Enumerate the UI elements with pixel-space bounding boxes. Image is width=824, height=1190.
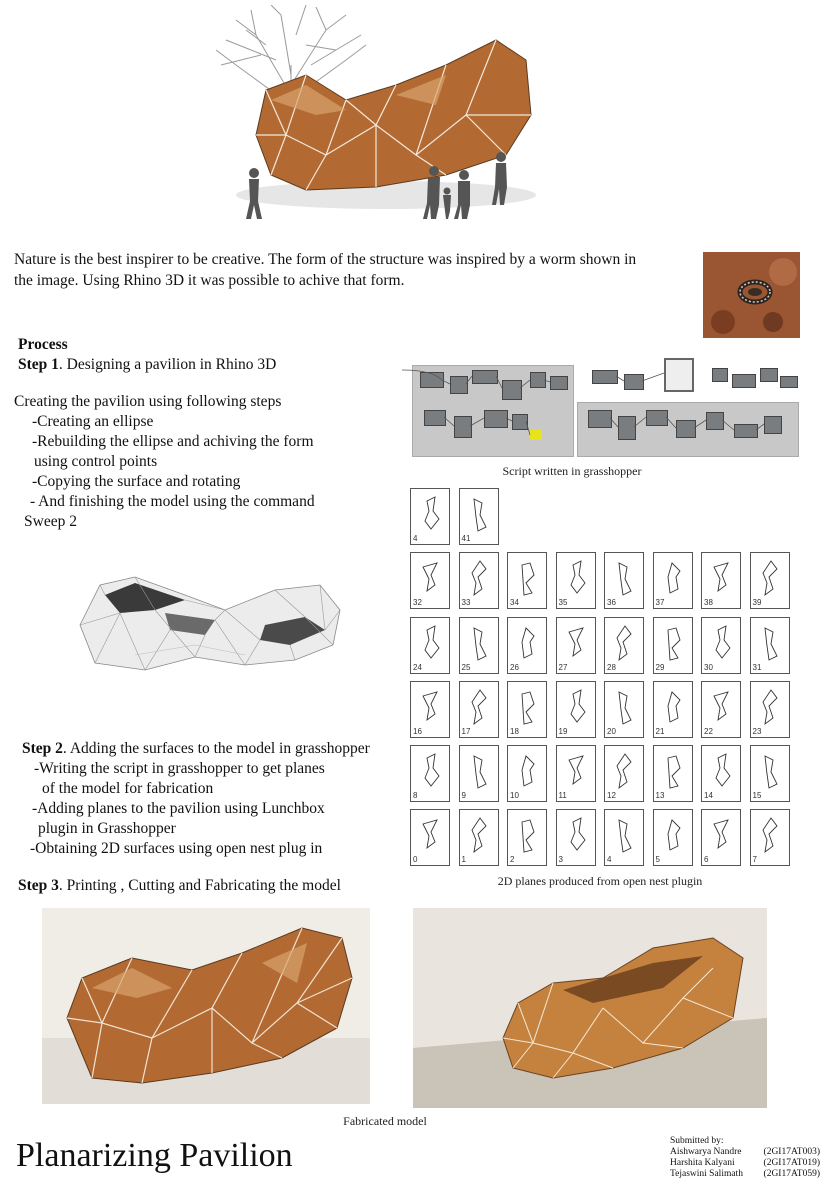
plane-number: 1 <box>461 855 466 864</box>
plane-number: 33 <box>461 598 471 607</box>
plane-shape <box>619 692 631 724</box>
plane-number: 8 <box>413 791 418 800</box>
plane-shape <box>474 628 486 660</box>
creating-intro: Creating the pavilion using following steps <box>14 393 282 410</box>
plane-shape <box>714 563 728 591</box>
plane-shape <box>423 820 437 848</box>
plane-tile <box>459 809 499 866</box>
plane-shape <box>522 628 534 658</box>
step3-text: . Printing , Cutting and Fabricating the model <box>58 877 341 894</box>
intro-line-1: Nature is the best inspirer to be creative. The form of the structure was inspired by a worm shown in <box>14 251 637 268</box>
bullet-2: -Rebuilding the ellipse and achiving the form <box>32 433 314 450</box>
plane-number: 4 <box>607 855 612 864</box>
plane-tile <box>604 552 644 609</box>
credit-name: Harshita Kalyani <box>670 1158 735 1168</box>
step1-line <box>18 355 276 375</box>
step3-line <box>18 876 341 896</box>
plane-tile <box>604 617 644 674</box>
grasshopper-script-image <box>402 350 802 460</box>
plane-tile <box>556 809 596 866</box>
plane-tile <box>507 681 547 738</box>
step1-label: Step 1 <box>18 356 59 373</box>
plane-number: 11 <box>558 791 567 800</box>
plane-number: 15 <box>752 791 762 800</box>
caption-fabricated: Fabricated model <box>343 1114 427 1128</box>
plane-shape <box>425 754 439 786</box>
plane-number: 19 <box>558 727 568 736</box>
plane-number: 26 <box>510 663 519 672</box>
credit-id: (2GI17AT019) <box>763 1158 820 1168</box>
plane-tile <box>701 681 741 738</box>
plane-shape <box>425 626 439 658</box>
plane-tile <box>604 681 644 738</box>
plane-shape <box>668 756 680 788</box>
plane-tile <box>507 617 547 674</box>
plane-shape <box>765 756 777 788</box>
credit-name: Tejaswini Salimath <box>670 1169 743 1179</box>
plane-number: 41 <box>461 534 471 543</box>
credit-id: (2GI17AT003) <box>763 1147 820 1157</box>
plane-number: 28 <box>607 663 616 672</box>
rhino-model-render <box>75 565 345 680</box>
plane-shape <box>522 563 534 595</box>
credit-row-2 <box>670 1158 820 1169</box>
page-title: Planarizing Pavilion <box>16 1137 293 1174</box>
step1-text: . Designing a pavilion in Rhino 3D <box>58 356 277 373</box>
plane-shape <box>716 754 730 786</box>
plane-number: 35 <box>558 598 568 607</box>
plane-shape <box>571 690 585 722</box>
plane-tile <box>653 809 693 866</box>
plane-number: 14 <box>704 791 713 800</box>
plane-number: 10 <box>510 791 519 800</box>
plane-shape <box>716 626 730 658</box>
plane-tile <box>701 617 741 674</box>
step2-bullet-2: -Adding planes to the pavilion using Lunchbox <box>32 800 325 817</box>
plane-shape <box>763 561 777 595</box>
plane-shape <box>474 756 486 788</box>
step2-bullet-1: -Writing the script in grasshopper to get planes <box>34 760 325 777</box>
step2-bullet-3: -Obtaining 2D surfaces using open nest plug in <box>30 840 323 857</box>
plane-number: 16 <box>413 727 422 736</box>
bullet-4-cont: Sweep 2 <box>24 513 77 530</box>
plane-shape <box>619 820 631 852</box>
plane-tile <box>507 745 547 802</box>
plane-number: 37 <box>655 598 665 607</box>
bullet-2-cont: using control points <box>34 453 158 470</box>
plane-number: 30 <box>704 663 713 672</box>
plane-number: 20 <box>607 727 616 736</box>
plane-tile <box>410 681 450 738</box>
plane-shape <box>668 628 680 660</box>
plane-number: 27 <box>558 663 568 672</box>
hero-render-image <box>196 5 571 227</box>
plane-tile <box>750 745 790 802</box>
plane-number: 38 <box>704 598 713 607</box>
plane-tile <box>750 617 790 674</box>
plane-shape <box>763 690 777 724</box>
plane-shape <box>472 690 486 724</box>
plane-tile <box>653 617 693 674</box>
plane-tile <box>604 809 644 866</box>
credit-row-3 <box>670 1169 820 1180</box>
plane-tile <box>701 745 741 802</box>
bullet-3: -Copying the surface and rotating <box>32 473 241 490</box>
planes-grid <box>400 480 810 870</box>
plane-number: 9 <box>461 791 466 800</box>
plane-number: 39 <box>752 598 762 607</box>
bullet-1: -Creating an ellipse <box>32 413 154 430</box>
plane-shape <box>425 497 439 529</box>
plane-tile <box>507 809 547 866</box>
credit-id: (2GI17AT059) <box>763 1169 820 1179</box>
submitted-label: Submitted by: <box>670 1136 724 1146</box>
plane-tile <box>604 745 644 802</box>
plane-tile <box>410 617 450 674</box>
plane-tile <box>410 552 450 609</box>
plane-shape <box>472 561 486 595</box>
plane-tile <box>750 552 790 609</box>
plane-tile <box>459 552 499 609</box>
plane-shape <box>522 820 534 852</box>
plane-tile <box>556 552 596 609</box>
process-heading: Process <box>18 336 68 353</box>
plane-number: 18 <box>510 727 519 736</box>
plane-number: 34 <box>510 598 519 607</box>
plane-shape <box>522 756 534 786</box>
plane-tile <box>459 681 499 738</box>
plane-number: 6 <box>704 855 709 864</box>
plane-tile <box>701 552 741 609</box>
plane-shape <box>714 820 728 848</box>
plane-number: 25 <box>461 663 471 672</box>
credit-name: Aishwarya Nandre <box>670 1147 742 1157</box>
plane-tile <box>459 488 499 545</box>
fabricated-photo-right <box>413 908 767 1108</box>
plane-shape <box>668 563 680 593</box>
plane-tile <box>556 617 596 674</box>
submitted-block <box>670 1136 820 1180</box>
plane-number: 22 <box>704 727 713 736</box>
plane-shape <box>765 628 777 660</box>
plane-tile <box>507 552 547 609</box>
plane-number: 17 <box>461 727 471 736</box>
plane-number: 3 <box>558 855 563 864</box>
plane-shape <box>571 561 585 593</box>
plane-number: 24 <box>413 663 422 672</box>
plane-number: 5 <box>655 855 660 864</box>
caption-planes: 2D planes produced from open nest plugin <box>497 874 703 888</box>
plane-tile <box>750 809 790 866</box>
step2-text: . Adding the surfaces to the model in grasshopper <box>62 740 370 757</box>
plane-tile <box>653 681 693 738</box>
plane-tile <box>653 745 693 802</box>
plane-shape <box>617 754 631 788</box>
plane-number: 2 <box>510 855 515 864</box>
plane-number: 29 <box>655 663 665 672</box>
plane-shape <box>714 692 728 720</box>
plane-shape <box>763 818 777 852</box>
plane-number: 0 <box>413 855 418 864</box>
worm-photo <box>703 252 800 338</box>
plane-shape <box>571 818 585 850</box>
plane-tile <box>556 681 596 738</box>
plane-tile <box>750 681 790 738</box>
plane-tile <box>410 745 450 802</box>
intro-line-2: the image. Using Rhino 3D it was possible to achive that form. <box>14 272 405 289</box>
plane-number: 31 <box>752 663 762 672</box>
plane-number: 13 <box>655 791 665 800</box>
plane-shape <box>619 563 631 595</box>
plane-number: 12 <box>607 791 616 800</box>
caption-script: Script written in grasshopper <box>502 464 642 478</box>
plane-shape <box>668 820 680 850</box>
bullet-4: - And finishing the model using the command <box>30 493 315 510</box>
plane-shape <box>617 626 631 660</box>
plane-tile <box>459 745 499 802</box>
credit-row-1 <box>670 1147 820 1158</box>
plane-shape <box>472 818 486 852</box>
plane-number: 36 <box>607 598 616 607</box>
plane-shape <box>522 692 534 724</box>
step2-label: Step 2 <box>22 740 63 757</box>
plane-tile <box>410 488 450 545</box>
plane-shape <box>668 692 680 722</box>
plane-shape <box>423 692 437 720</box>
step2-bullet-1-cont: of the model for fabrication <box>42 780 214 797</box>
plane-shape <box>569 628 583 656</box>
step2-bullet-2-cont: plugin in Grasshopper <box>38 820 176 837</box>
plane-tile <box>410 809 450 866</box>
plane-tile <box>701 809 741 866</box>
plane-tile <box>459 617 499 674</box>
plane-number: 4 <box>413 534 418 543</box>
plane-tile <box>653 552 693 609</box>
plane-tile <box>556 745 596 802</box>
step2-line <box>22 739 370 759</box>
plane-shape <box>474 499 486 531</box>
plane-shape <box>423 563 437 591</box>
plane-shape <box>569 756 583 784</box>
step3-label: Step 3 <box>18 877 59 894</box>
plane-number: 7 <box>752 855 757 864</box>
plane-number: 21 <box>655 727 665 736</box>
plane-number: 23 <box>752 727 762 736</box>
plane-number: 32 <box>413 598 422 607</box>
fabricated-photo-left <box>42 908 370 1104</box>
